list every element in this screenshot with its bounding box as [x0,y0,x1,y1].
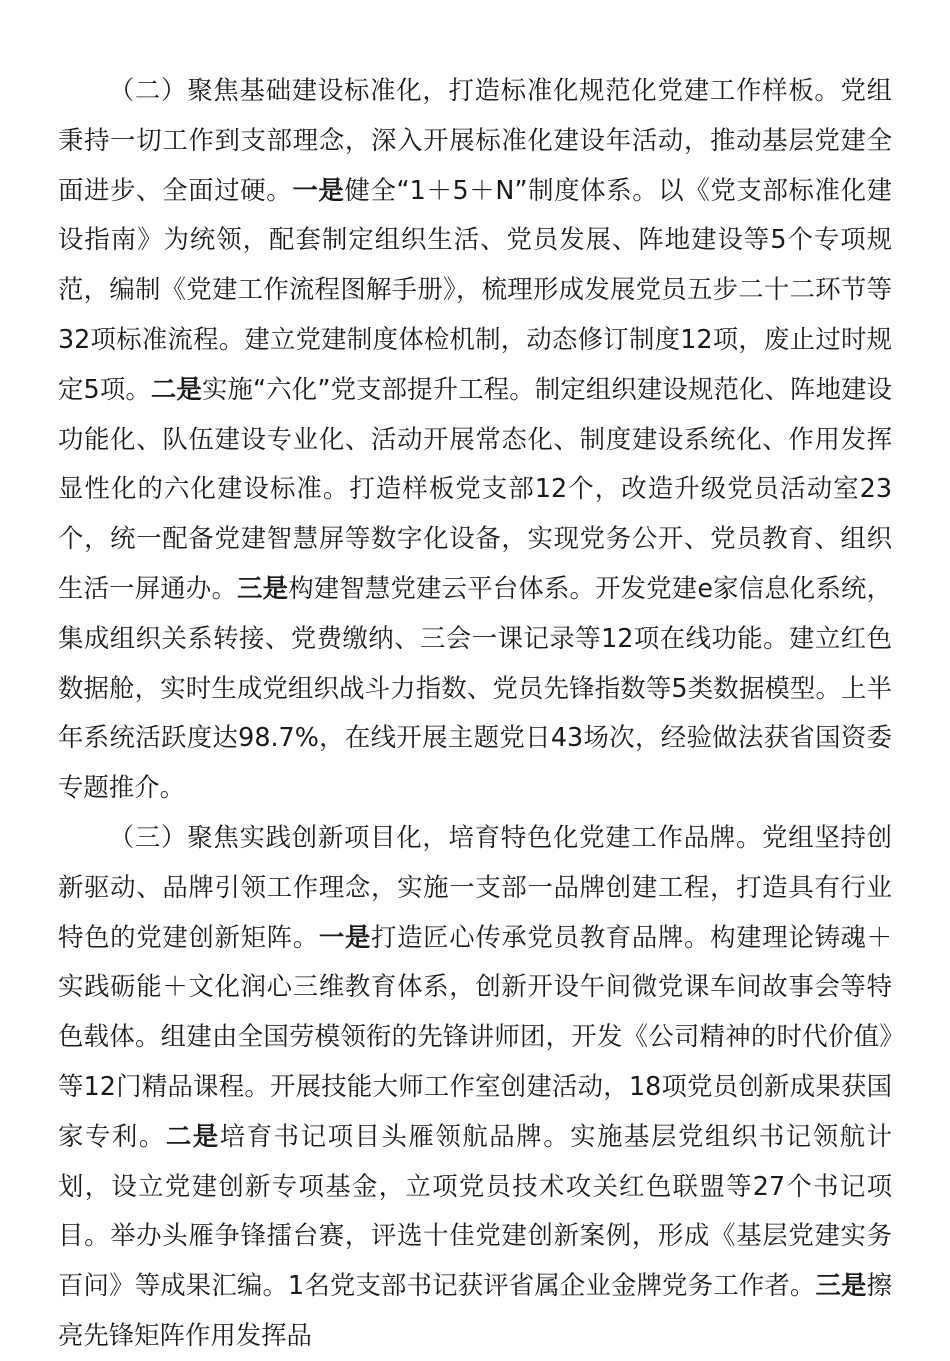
section-2-intro: （二）聚焦基础建设标准化，打造标准化规范化党建工作样板。党组秉持一切工作到支部理念，深入开展标准化建设年活动，推动基层党建全面进步、全面过硬。 [58,75,892,205]
section-2-point-1-text: 健全“1＋5＋N”制度体系。以《党支部标准化建设指南》为统领，配套制定组织生活、党员发展、阵地建设等5个专项规范，编制《党建工作流程图解手册》，梳理形成发展党员五步二十二环节等32项标准流程。建立党建制度体检机制，动态修订制度12项，废止过时规定5项。 [58,174,892,404]
section-3-point-2-text: 培育书记项目头雁领航品牌。实施基层党组织书记领航计划，设立党建创新专项基金，立项党员技术攻关红色联盟等27个书记项目。举办头雁争锋擂台赛，评选十佳党建创新案例，形成《基层党建实务百问》等成果汇编。1名党支部书记获评省属企业金牌党务工作者。 [58,1120,893,1301]
document-page [58,66,892,1361]
section-3-point-2-marker: 二是 [165,1120,220,1151]
section-2-point-3-marker: 三是 [237,572,289,603]
paragraph-section-2 [58,66,892,813]
section-3-point-3-text: 擦亮先锋矩阵作用发挥品 [58,1270,893,1350]
section-2-point-2-marker: 二是 [150,373,202,404]
section-3-point-1-marker: 一是 [318,921,372,952]
paragraph-section-3 [58,813,892,1361]
section-3-point-3-marker: 三是 [815,1270,867,1301]
section-3-point-1-text: 打造匠心传承党员教育品牌。构建理论铸魂＋实践砺能＋文化润心三维教育体系，创新开设午间微党课车间故事会等特色载体。组建由全国劳模领衔的先锋讲师团，开发《公司精神的时代价值》等12门精品课程。开展技能大师工作室创建活动，18项党员创新成果获国家专利。 [58,921,893,1151]
section-2-point-1-marker: 一是 [292,174,345,205]
section-2-point-2-text: 实施“六化”党支部提升工程。制定组织建设规范化、阵地建设功能化、队伍建设专业化、活动开展常态化、制度建设系统化、作用发挥显性化的六化建设标准。打造样板党支部12个，改造升级党员活动室23个，统一配备党建智慧屏等数字化设备，实现党务公开、党员教育、组织生活一屏通办。 [58,373,893,603]
section-2-point-3-text: 构建智慧党建云平台体系。开发党建e家信息化系统，集成组织关系转接、党费缴纳、三会一课记录等12项在线功能。建立红色数据舱，实时生成党组织战斗力指数、党员先锋指数等5类数据模型。上半年系统活跃度达98.7%，在线开展主题党日43场次，经验做法获省国资委专题推介。 [58,572,893,803]
section-3-intro: （三）聚焦实践创新项目化，培育特色化党建工作品牌。党组坚持创新驱动、品牌引领工作理念，实施一支部一品牌创建工程，打造具有行业特色的党建创新矩阵。 [58,821,892,952]
